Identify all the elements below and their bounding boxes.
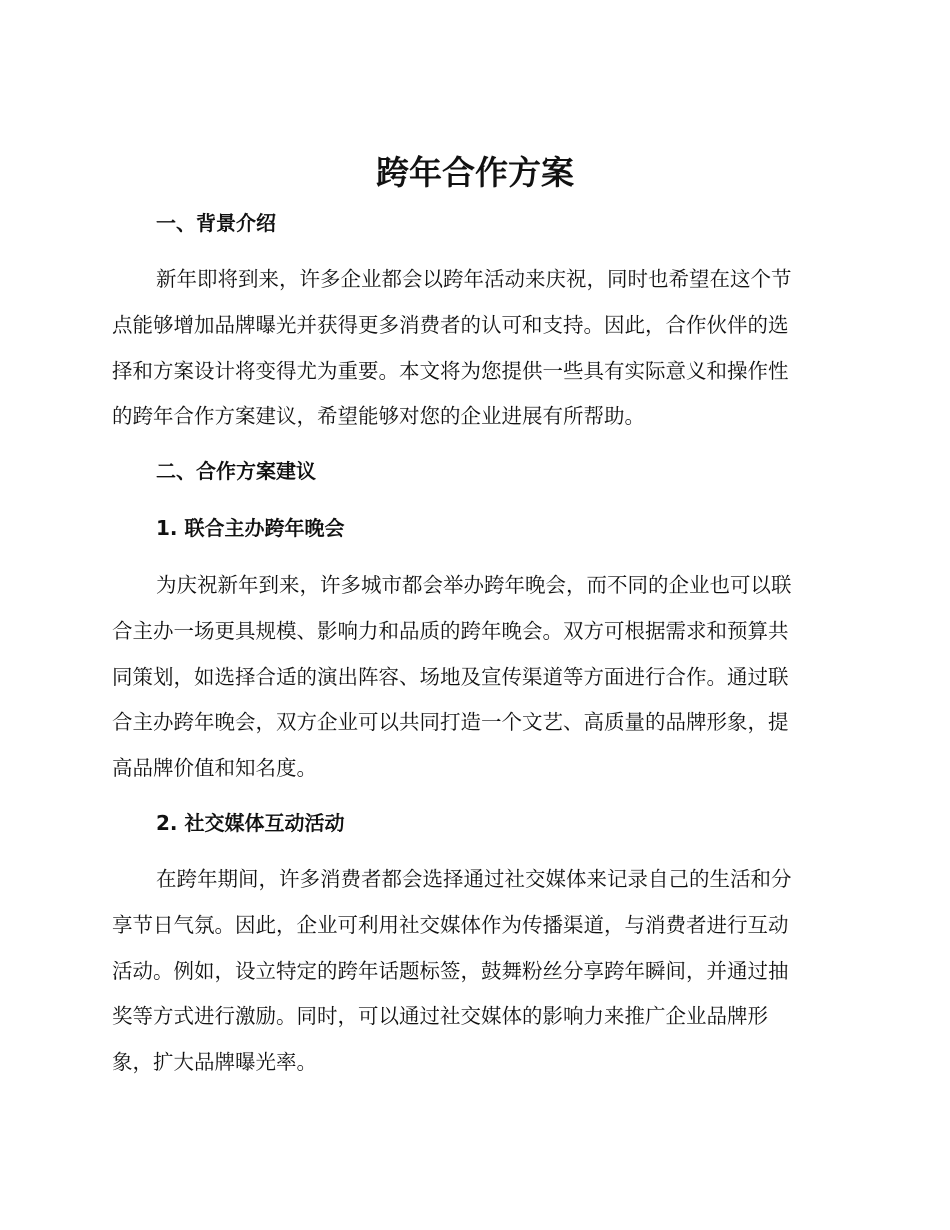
- paragraph-line: 合主办一场更具规模、影响力和品质的跨年晚会。双方可根据需求和预算共: [112, 618, 789, 643]
- subsection-heading-social-media: 2. 社交媒体互动活动: [156, 811, 345, 835]
- paragraph-line: 奖等方式进行激励。同时，可以通过社交媒体的影响力来推广企业品牌形: [112, 1004, 768, 1029]
- section-heading-proposals: 二、合作方案建议: [156, 459, 316, 483]
- paragraph-line: 象，扩大品牌曝光率。: [112, 1050, 317, 1075]
- paragraph-line: 高品牌价值和知名度。: [112, 756, 317, 781]
- paragraph-line: 在跨年期间，许多消费者都会选择通过社交媒体来记录自己的生活和分: [156, 867, 792, 891]
- paragraph-line: 新年即将到来，许多企业都会以跨年活动来庆祝，同时也希望在这个节: [156, 267, 792, 291]
- section-heading-background: 一、背景介绍: [156, 211, 276, 235]
- paragraph-social-media: [112, 857, 842, 1086]
- page-title: 跨年合作方案: [376, 153, 574, 192]
- paragraph-line: 为庆祝新年到来，许多城市都会举办跨年晚会，而不同的企业也可以联: [156, 573, 792, 597]
- paragraph-line: 合主办跨年晚会，双方企业可以共同打造一个文艺、高质量的品牌形象，提: [112, 710, 789, 735]
- subsection-heading-joint-gala: 1. 联合主办跨年晚会: [156, 516, 345, 540]
- paragraph-line: 点能够增加品牌曝光并获得更多消费者的认可和支持。因此，合作伙伴的选: [112, 312, 789, 337]
- paragraph-line: 同策划，如选择合适的演出阵容、场地及宣传渠道等方面进行合作。通过联: [112, 664, 789, 689]
- paragraph-line: 享节日气氛。因此，企业可利用社交媒体作为传播渠道，与消费者进行互动: [112, 912, 789, 937]
- paragraph-line: 的跨年合作方案建议，希望能够对您的企业进展有所帮助。: [112, 404, 645, 429]
- paragraph-line: 活动。例如，设立特定的跨年话题标签，鼓舞粉丝分享跨年瞬间，并通过抽: [112, 958, 789, 983]
- paragraph-joint-gala: [112, 563, 842, 792]
- paragraph-background: [112, 257, 842, 440]
- paragraph-line: 择和方案设计将变得尤为重要。本文将为您提供一些具有实际意义和操作性: [112, 358, 789, 383]
